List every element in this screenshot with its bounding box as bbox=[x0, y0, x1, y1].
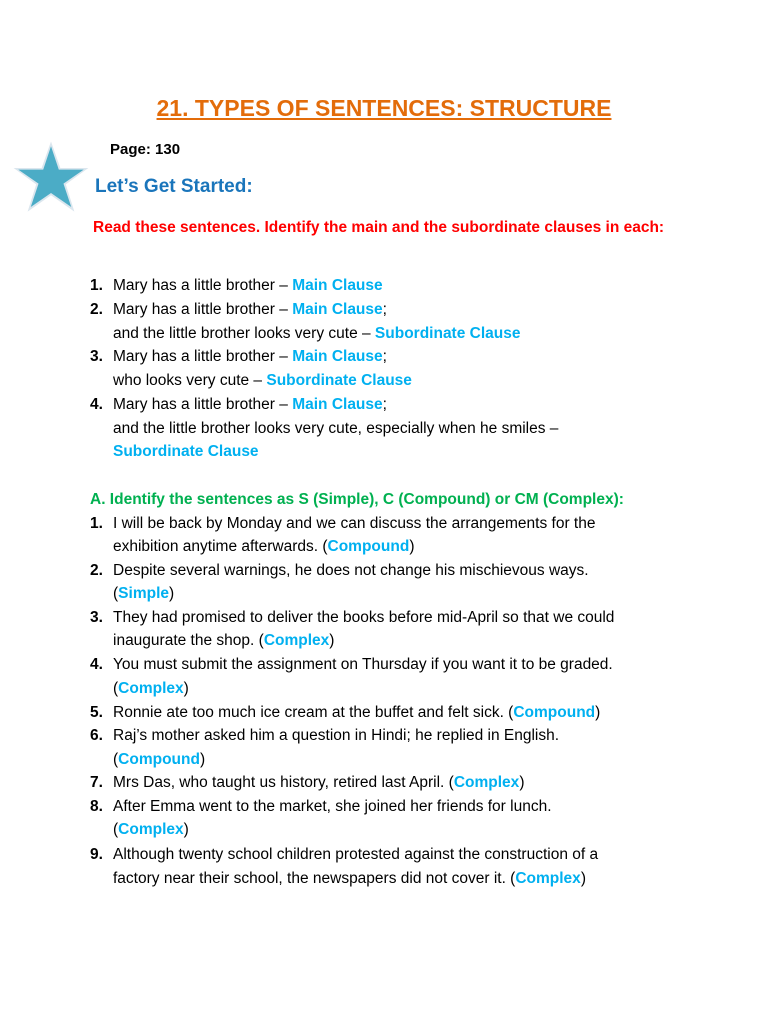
answer-label: Main Clause bbox=[292, 301, 383, 318]
sentence-punctuation: ) bbox=[199, 751, 206, 768]
exercise-item-line bbox=[113, 702, 600, 724]
sentence-text: who looks very cute – bbox=[113, 372, 267, 389]
answer-label: Compound bbox=[118, 751, 200, 768]
sentence-text: and the little brother looks very cute – bbox=[113, 325, 375, 342]
instruction-text: Read these sentences. Identify the main and the subordinate clauses in each: bbox=[93, 219, 665, 236]
sentence-punctuation: ) bbox=[329, 632, 335, 649]
sentence-text: inaugurate the shop. ( bbox=[113, 632, 264, 649]
sentence-punctuation: ) bbox=[409, 538, 415, 555]
clause-item-line bbox=[113, 323, 520, 345]
exercise-item-number: 9. bbox=[90, 846, 103, 863]
sentence-text: Ronnie ate too much ice cream at the buffet and felt sick. ( bbox=[113, 704, 514, 721]
sentence-text: exhibition anytime afterwards. ( bbox=[113, 538, 328, 555]
clause-item-line bbox=[113, 346, 387, 368]
exercise-item-number: 8. bbox=[90, 798, 103, 815]
exercise-item-line bbox=[113, 819, 189, 841]
sentence-text: Although twenty school children protested against the construction of a bbox=[113, 846, 599, 863]
sentence-text: Mary has a little brother – bbox=[113, 396, 293, 413]
exercise-item-line bbox=[113, 749, 205, 771]
sentence-text: Mrs Das, who taught us history, retired last April. ( bbox=[113, 774, 454, 791]
sentence-punctuation: ) bbox=[183, 680, 189, 697]
answer-label: Subordinate Clause bbox=[266, 372, 412, 389]
answer-label: Complex bbox=[118, 821, 184, 838]
exercise-item-number: 2. bbox=[90, 562, 103, 579]
exercise-item-number: 5. bbox=[90, 704, 103, 721]
sentence-text: Mary has a little brother – bbox=[113, 348, 293, 365]
sentence-text: They had promised to deliver the books before mid-April so that we could bbox=[113, 609, 615, 626]
sentence-text: Mary has a little brother – bbox=[113, 301, 293, 318]
exercise-item-line bbox=[113, 536, 414, 558]
answer-label: Compound bbox=[327, 538, 410, 555]
clause-item-line bbox=[113, 370, 412, 392]
clause-item-number: 1. bbox=[90, 277, 103, 294]
answer-label: Subordinate Clause bbox=[374, 325, 521, 342]
exercise-item-number: 1. bbox=[90, 515, 103, 532]
exercise-item-line bbox=[113, 868, 586, 890]
clause-item-number: 4. bbox=[90, 396, 103, 413]
clause-item-line bbox=[113, 441, 259, 463]
answer-label: Complex bbox=[515, 870, 581, 887]
sentence-text: You must submit the assignment on Thursday if you want it to be graded. bbox=[113, 656, 613, 673]
clause-item-line bbox=[113, 275, 383, 297]
exercise-item-number: 6. bbox=[90, 727, 103, 744]
sentence-text: ( bbox=[113, 680, 119, 697]
exercise-item-line bbox=[113, 725, 559, 747]
sentence-text: Raj’s mother asked him a question in Hindi; he replied in English. bbox=[113, 727, 560, 744]
exercise-item-line bbox=[113, 630, 334, 652]
sentence-punctuation: ) bbox=[519, 774, 525, 791]
section-heading: Let’s Get Started: bbox=[95, 176, 253, 197]
page-title: 21. TYPES OF SENTENCES: STRUCTURE bbox=[156, 95, 612, 121]
exercise-item-line bbox=[113, 772, 524, 794]
clause-item-number: 3. bbox=[90, 348, 103, 365]
sentence-punctuation: ) bbox=[595, 704, 601, 721]
answer-label: Main Clause bbox=[292, 396, 383, 413]
answer-label: Simple bbox=[118, 585, 169, 602]
exercise-item-line bbox=[113, 513, 595, 535]
sentence-text: After Emma went to the market, she joined her friends for lunch. bbox=[113, 798, 552, 815]
sentence-text: ( bbox=[113, 751, 119, 768]
exercise-item-number: 4. bbox=[90, 656, 103, 673]
sentence-punctuation: ; bbox=[382, 348, 387, 365]
answer-label: Complex bbox=[263, 632, 330, 649]
page-number: Page: 130 bbox=[110, 141, 181, 158]
answer-label: Subordinate Clause bbox=[113, 443, 259, 460]
answer-label: Compound bbox=[513, 704, 596, 721]
sentence-text: Mary has a little brother – bbox=[113, 277, 293, 294]
sentence-text: factory near their school, the newspapers did not cover it. ( bbox=[113, 870, 516, 887]
sentence-text: Despite several warnings, he does not change his mischievous ways. bbox=[113, 562, 589, 579]
exercise-item-line bbox=[113, 844, 598, 866]
sentence-text: and the little brother looks very cute, especially when he smiles – bbox=[113, 420, 559, 437]
sentence-punctuation: ) bbox=[580, 870, 586, 887]
exercise-item-line bbox=[113, 654, 613, 676]
exercise-item-line bbox=[113, 607, 614, 629]
exercise-heading: A. Identify the sentences as S (Simple), C (Compound) or CM (Complex): bbox=[90, 491, 624, 508]
sentence-text: ( bbox=[113, 821, 119, 838]
exercise-item-number: 3. bbox=[90, 609, 103, 626]
clause-item-line bbox=[113, 299, 387, 321]
sentence-text: I will be back by Monday and we can discuss the arrangements for the bbox=[113, 515, 596, 532]
answer-label: Complex bbox=[453, 774, 520, 791]
sentence-punctuation: ; bbox=[382, 301, 387, 318]
exercise-item-line bbox=[113, 796, 552, 818]
sentence-text: ( bbox=[113, 585, 119, 602]
exercise-item-line bbox=[113, 583, 174, 605]
answer-label: Complex bbox=[118, 680, 184, 697]
star-icon bbox=[12, 140, 90, 214]
sentence-punctuation: ; bbox=[382, 396, 387, 413]
exercise-item-number: 7. bbox=[90, 774, 103, 791]
clause-item-line bbox=[113, 394, 387, 416]
clause-item-number: 2. bbox=[90, 301, 103, 318]
sentence-punctuation: ) bbox=[169, 585, 175, 602]
exercise-item-line bbox=[113, 678, 189, 700]
answer-label: Main Clause bbox=[292, 348, 383, 365]
exercise-item-line bbox=[113, 560, 589, 582]
answer-label: Main Clause bbox=[292, 277, 383, 294]
clause-item-line bbox=[113, 418, 558, 440]
sentence-punctuation: ) bbox=[183, 821, 189, 838]
